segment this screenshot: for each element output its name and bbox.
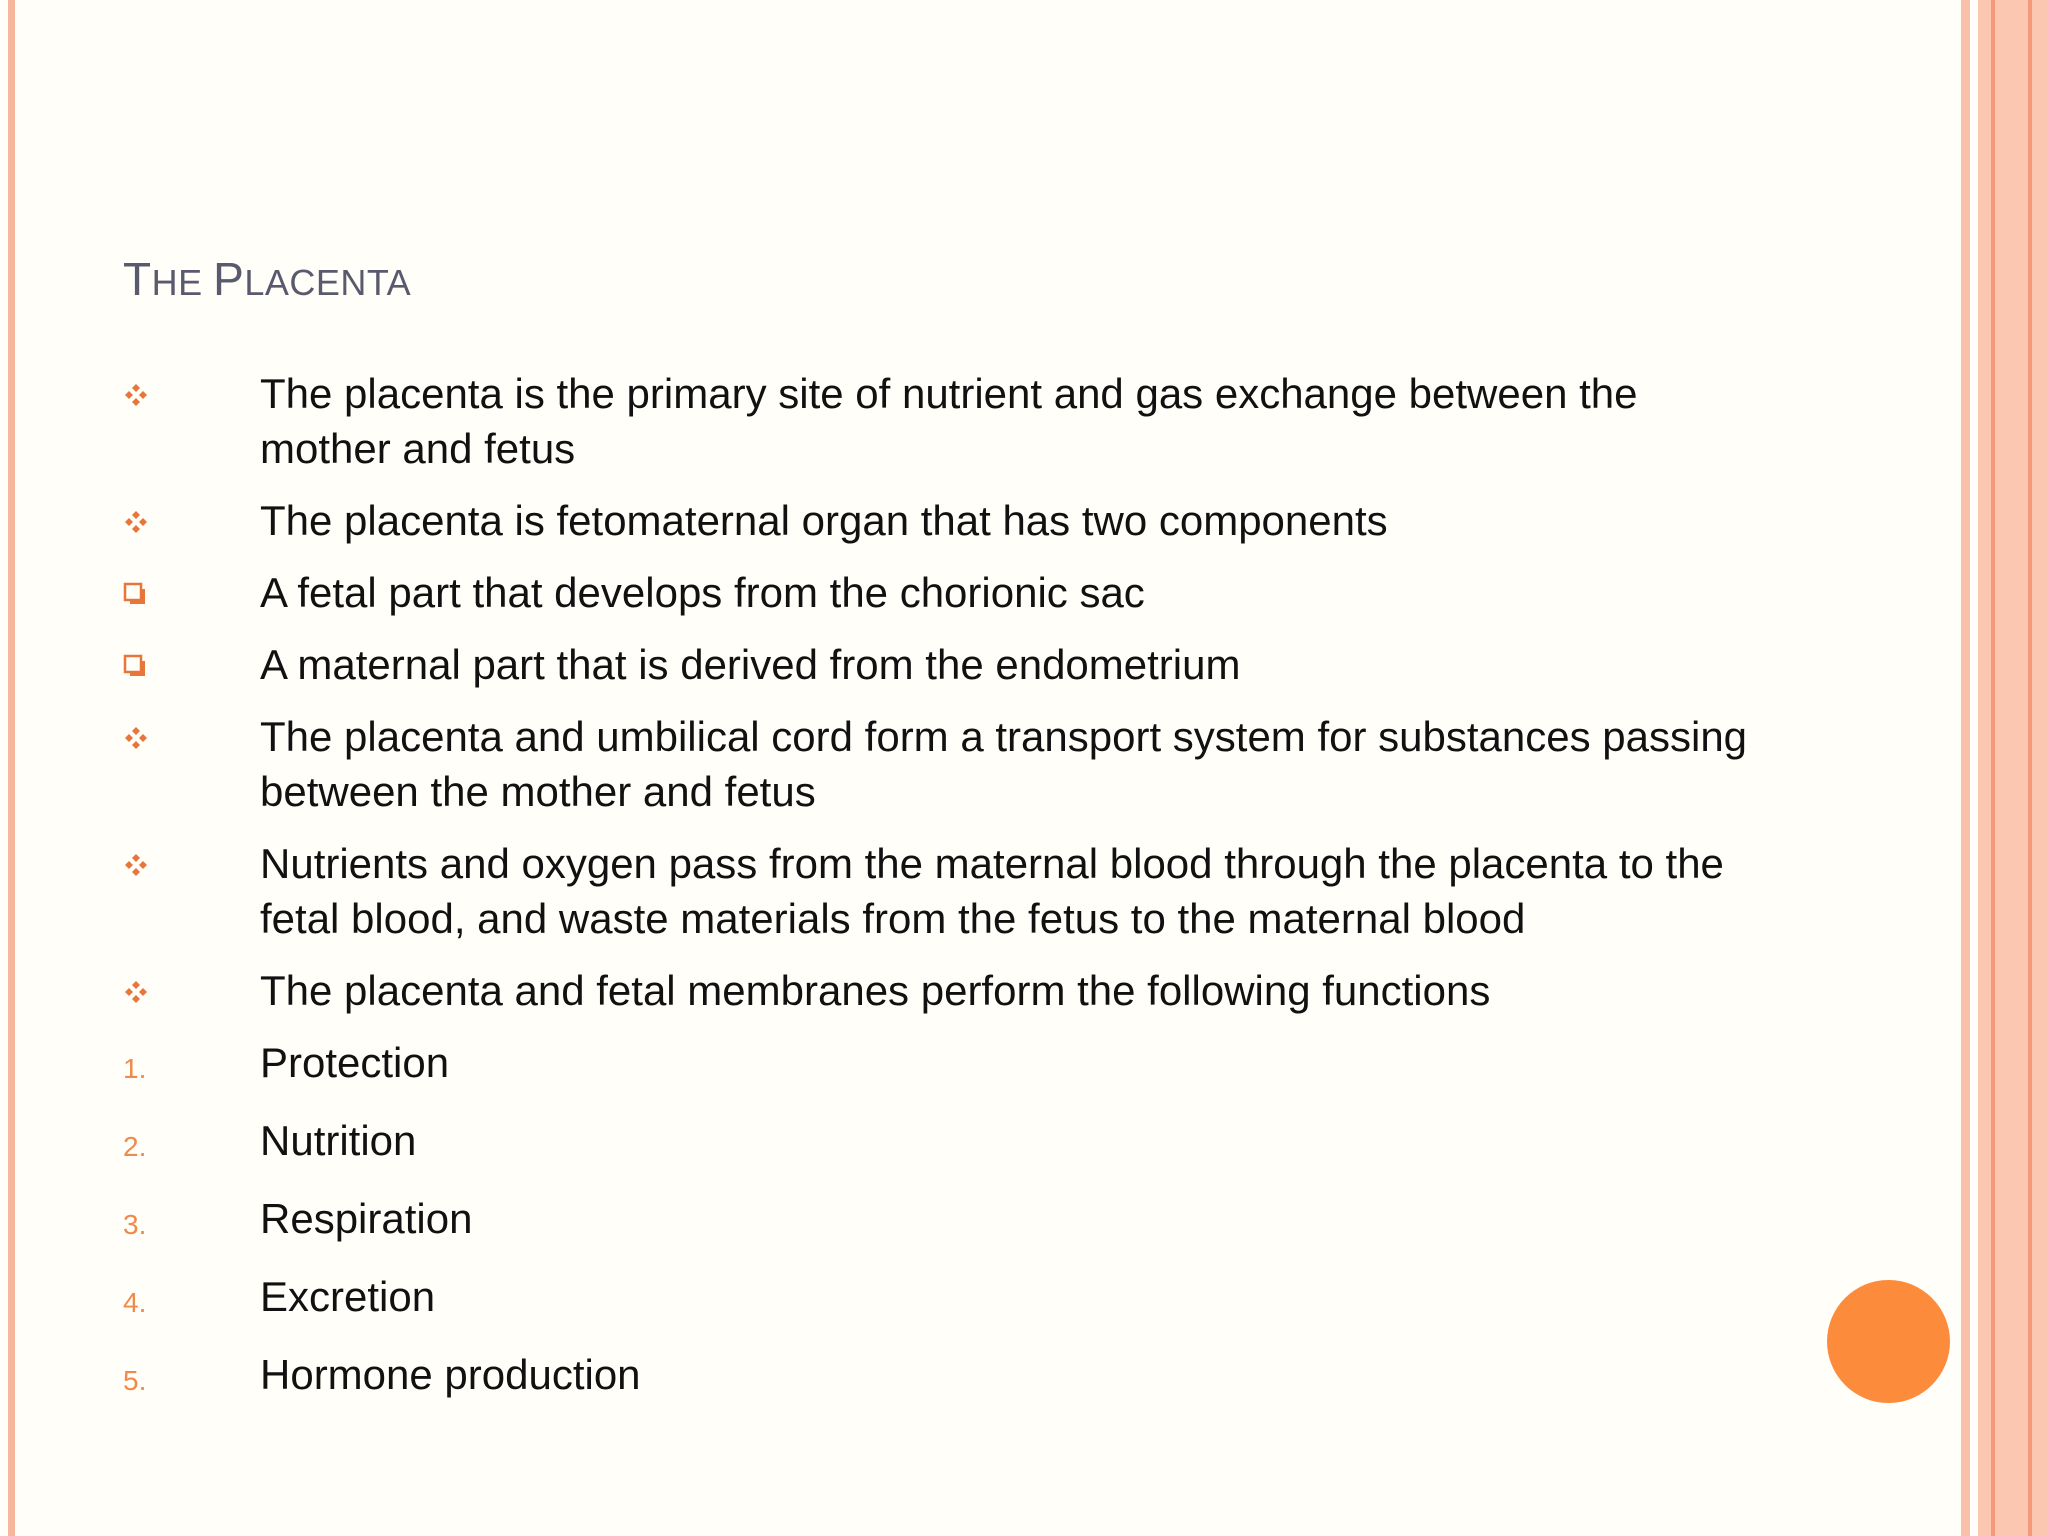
list-item-text: Respiration xyxy=(260,1195,473,1242)
list-item xyxy=(120,565,1770,620)
list-item xyxy=(120,1035,1770,1096)
diamond-bullet-icon xyxy=(120,963,260,1018)
diamond-bullet-icon xyxy=(120,836,260,891)
square-bullet-icon xyxy=(120,637,260,692)
right-band-line xyxy=(1991,0,1995,1536)
decorative-circle xyxy=(1827,1280,1950,1403)
diamond-bullet-icon xyxy=(120,366,260,421)
list-item-text: A fetal part that develops from the chorionic sac xyxy=(260,569,1145,616)
list-item-text: The placenta is fetomaternal organ that has two components xyxy=(260,497,1388,544)
list-item xyxy=(120,709,1770,819)
list-item xyxy=(120,1191,1770,1252)
title-initial: T xyxy=(123,253,152,305)
diamond-bullet-icon xyxy=(120,493,260,548)
left-decorative-stripe xyxy=(8,0,15,1536)
list-item-text: A maternal part that is derived from the endometrium xyxy=(260,641,1241,688)
title-initial: P xyxy=(213,253,245,305)
list-item xyxy=(120,1113,1770,1174)
list-item-text: The placenta is the primary site of nutrient and gas exchange between the mother and fetus xyxy=(260,370,1638,472)
list-item xyxy=(120,493,1770,548)
square-bullet-icon xyxy=(120,565,260,620)
list-number: 1. xyxy=(123,1053,147,1084)
right-decorative-band xyxy=(1978,0,2048,1536)
title-rest: LACENTA xyxy=(244,262,412,303)
list-item xyxy=(120,1347,1770,1408)
bullet-list xyxy=(120,366,1770,1425)
list-number: 4. xyxy=(123,1287,147,1318)
list-item-text: Nutrients and oxygen pass from the maternal blood through the placenta to the fetal blood, and waste materials from the fetus to the maternal blood xyxy=(260,840,1724,942)
list-item xyxy=(120,1269,1770,1330)
list-item xyxy=(120,836,1770,946)
list-item-text: The placenta and fetal membranes perform the following functions xyxy=(260,967,1491,1014)
list-item-text: Nutrition xyxy=(260,1117,417,1164)
list-number: 5. xyxy=(123,1365,147,1396)
right-decorative-stripe xyxy=(1961,0,1970,1536)
right-band-line xyxy=(2028,0,2032,1536)
list-item-text: Protection xyxy=(260,1039,450,1086)
slide-title xyxy=(123,252,411,306)
list-item xyxy=(120,366,1770,476)
diamond-bullet-icon xyxy=(120,709,260,764)
list-item-text: The placenta and umbilical cord form a transport system for substances passing between the mother and fetus xyxy=(260,713,1748,815)
list-item-text: Hormone production xyxy=(260,1351,641,1398)
list-item xyxy=(120,637,1770,692)
list-number: 3. xyxy=(123,1209,147,1240)
list-item-text: Excretion xyxy=(260,1273,436,1320)
list-number: 2. xyxy=(123,1131,147,1162)
title-rest: HE xyxy=(151,262,214,303)
list-item xyxy=(120,963,1770,1018)
